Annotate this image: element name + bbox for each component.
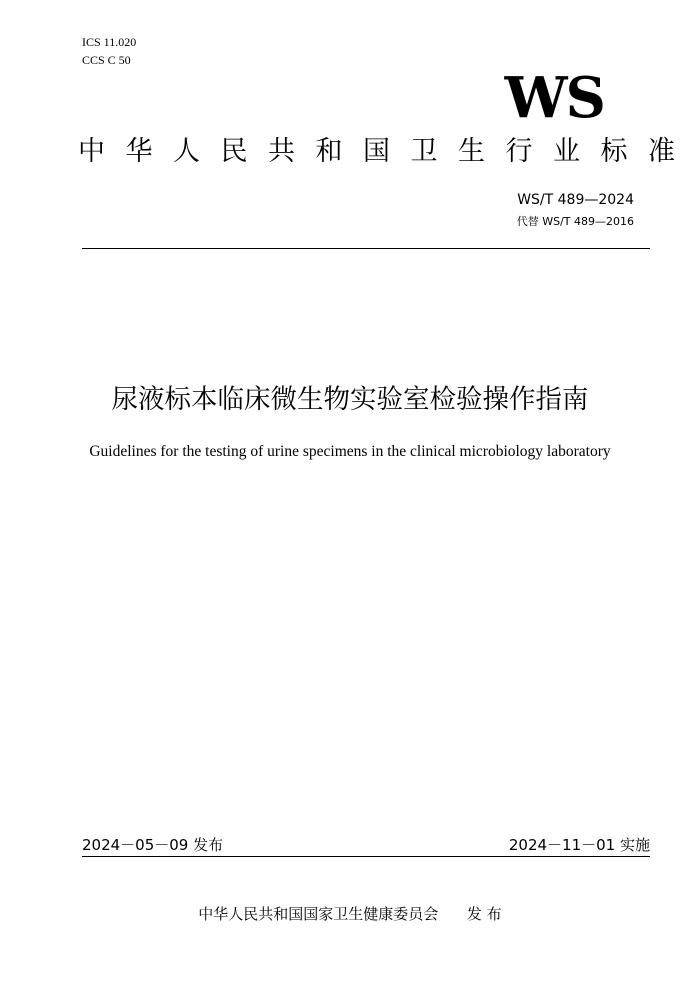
ics-code: ICS 11.020: [82, 35, 137, 49]
document-title-chinese: 尿液标本临床微生物实验室检验操作指南: [111, 384, 589, 415]
publish-date: 2024－05－09 发布: [82, 836, 224, 854]
standard-code: WS/T 489—2024: [517, 192, 634, 208]
standard-type-heading: 中华人民共和国卫生行业标准: [78, 136, 696, 167]
ccs-code: CCS C 50: [82, 53, 131, 67]
ws-logo: WS: [504, 65, 604, 131]
header-divider: [82, 248, 650, 249]
replaces-standard: 代替 WS/T 489—2016: [516, 215, 634, 228]
document-title-english: Guidelines for the testing of urine specimens in the clinical microbiology laboratory: [89, 443, 611, 460]
footer-divider: [82, 856, 650, 857]
implement-date: 2024－11－01 实施: [508, 836, 650, 854]
issuing-authority: 中华人民共和国国家卫生健康委员会 发 布: [198, 905, 502, 923]
